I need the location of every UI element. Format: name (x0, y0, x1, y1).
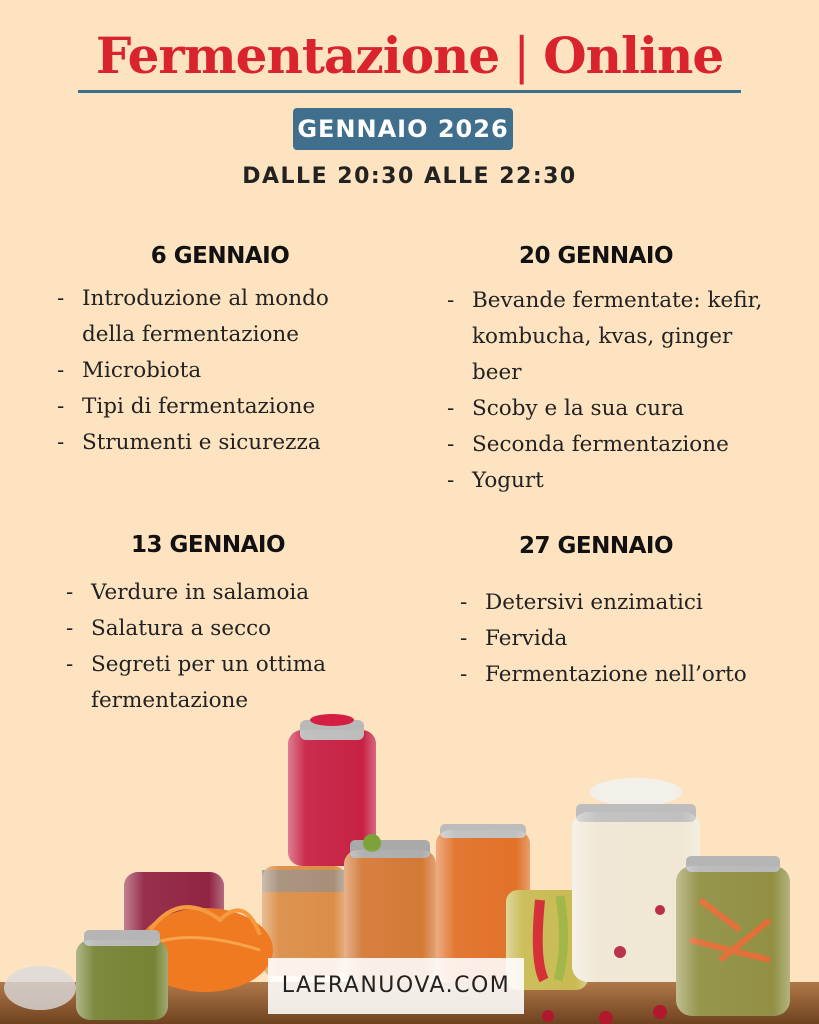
session-date-3: 13 GENNAIO (130, 532, 285, 558)
session-list-1 (57, 281, 387, 461)
list-item: - Verdure in salamoia (66, 575, 376, 611)
list-item: - Bevande fermentate: kefir, kombucha, kvas, ginger beer (447, 283, 767, 391)
list-item: - Tipi di fermentazione (57, 389, 387, 425)
page-title (0, 26, 819, 85)
month-badge: GENNAIO 2026 (293, 108, 513, 150)
list-item: - Detersivi enzimatici (460, 585, 790, 621)
website-label: LAERANUOVA.COM (268, 958, 524, 1014)
list-item: - Salatura a secco (66, 611, 376, 647)
list-item: - Fermentazione nell’orto (460, 657, 790, 693)
list-item: - Microbiota (57, 353, 387, 389)
session-date-4: 27 GENNAIO (518, 533, 673, 559)
session-date-1: 6 GENNAIO (150, 243, 290, 269)
title-left: Fermentazione (95, 26, 500, 85)
list-item: - Segreti per un ottima fermentazione (66, 647, 376, 719)
list-item: - Yogurt (447, 463, 767, 499)
list-item: - Introduzione al mondo della fermentazione (57, 281, 387, 353)
time-range: DALLE 20:30 ALLE 22:30 (242, 164, 577, 189)
session-list-4 (460, 585, 790, 693)
list-item: - Seconda fermentazione (447, 427, 767, 463)
session-list-3 (66, 575, 376, 719)
list-item: - Fervida (460, 621, 790, 657)
list-item: - Strumenti e sicurezza (57, 425, 387, 461)
title-underline (78, 90, 741, 93)
session-date-2: 20 GENNAIO (518, 243, 673, 269)
title-separator: | (513, 27, 530, 85)
title-right: Online (543, 26, 724, 85)
session-list-2 (447, 283, 767, 499)
list-item: - Scoby e la sua cura (447, 391, 767, 427)
